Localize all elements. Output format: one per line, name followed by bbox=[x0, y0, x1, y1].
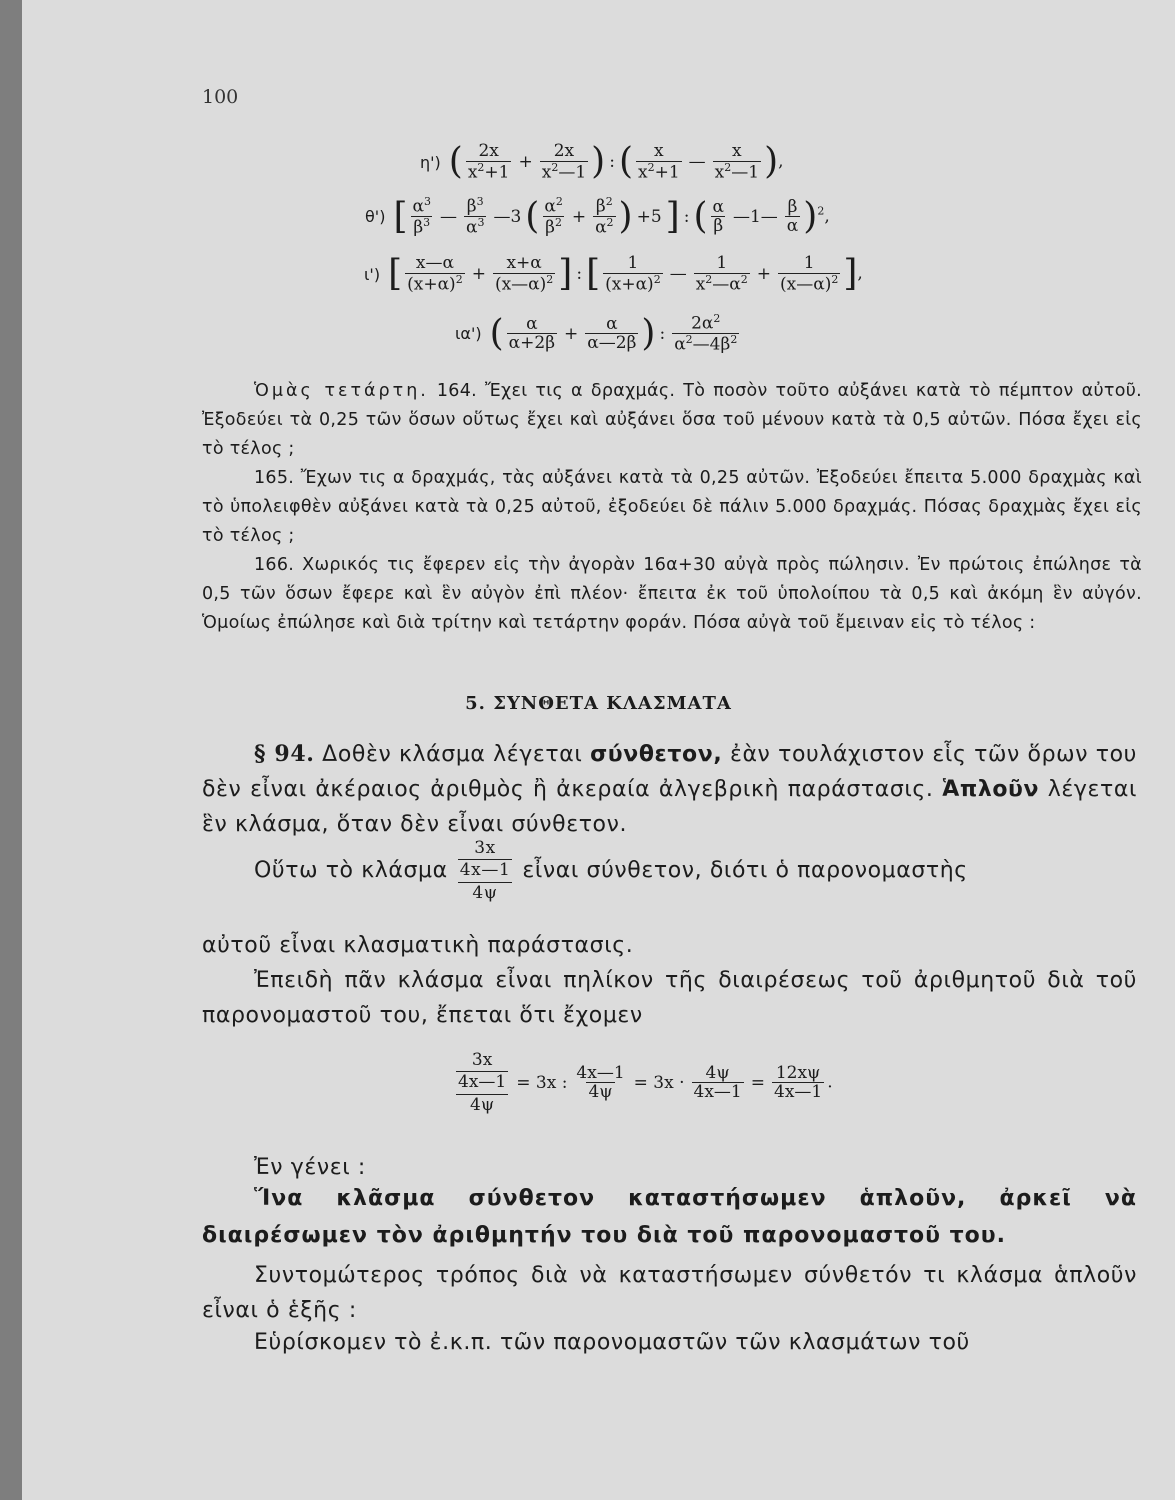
paragraph-last: Εὑρίσκομεν τὸ ἐ.κ.π. τῶν παρονομαστῶν τῶν κλασμάτων τοῦ bbox=[254, 1330, 970, 1355]
book-page bbox=[22, 0, 1175, 1500]
en-genei-label: Ἐν γένει : bbox=[254, 1155, 366, 1180]
rule-statement: Ἵνα κλᾶσμα σύνθετον καταστήσωμεν ἁπλοῦν, ἀρκεῖ νὰ διαιρέσωμεν τὸν ἀριθμητήν του διὰ τοῦ παρονομαστοῦ του. bbox=[202, 1186, 1137, 1248]
compound-fraction: 3x 4x—1 4ψ bbox=[459, 838, 511, 903]
section-heading: 5. ΣΥΝΘΕΤΑ ΚΛΑΣΜΑΤΑ bbox=[465, 693, 732, 714]
paragraph-94: § 94. Δοθὲν κλάσμα λέγεται σύνθετον, ἐὰν τουλάχιστον εἷς τῶν ὅρων του δὲν εἶναι ἀκέραιος ἀριθμὸς ἢ ἀκεραία ἀλγεβρικὴ παράστασις. Ἁπλοῦν λέγεται ἓν κλάσμα, ὅταν δὲν εἶναι σύνθετον. bbox=[202, 741, 1137, 837]
page-number: 100 bbox=[202, 86, 239, 108]
formula-iota: ι') [ $\frac{x—\alpha}{(x+\alpha)^2}$ + $\frac{x+\alpha}{(x—\alpha)^2}$ ] : [ $\frac{1}{(x+\alpha)^2}$ — $\frac{1}{x^2—\alpha^2}$ + $\frac{1}{(x—\alpha)^2}$ ], bbox=[364, 253, 863, 295]
formula-theta: θ') [ $\frac{\alpha^3}{\beta^3}$ — $\frac{\beta^3}{\alpha^3}$ —3 ( $\frac{\alpha^2}{\beta^2}$ + $\frac{\beta^2}{\alpha^2}$ ) +5 ] : ( $\frac{\alpha}{\beta}$ —1— $\frac{\beta}{\alpha}$ )$^2$, bbox=[365, 195, 830, 238]
example-line: Οὕτω τὸ κλάσμα 3x 4x—1 4ψ εἶναι σύνθετον, διότι ὁ παρονομαστὴς bbox=[254, 838, 968, 903]
example-line-2: αὐτοῦ εἶναι κλασματικὴ παράστασις. bbox=[202, 933, 634, 958]
compound-fraction-equation: 3x 4x—1 4ψ = 3x : $\frac{4x—1}{4\psi}$ = 3x · $\frac{4\psi}{4x—1}$ = $\frac{12x\psi}{4x—1}$ . bbox=[458, 1050, 833, 1115]
paragraph-since: Ἐπειδὴ πᾶν κλάσμα εἶναι πηλίκον τῆς διαιρέσεως τοῦ ἀριθμητοῦ διὰ τοῦ παρονομαστοῦ του, ἔπεται ὅτι ἔχομεν bbox=[202, 968, 1137, 1028]
problem-166: 166. Χωρικός τις ἔφερεν εἰς τὴν ἀγορὰν 16α+30 αὐγὰ πρὸς πώλησιν. Ἐν πρώτοις ἐπώλησε τὰ 0,5 τῶν ὅσων ἔφερε καὶ ἓν αὐγὸν ἐπὶ πλέον· ἔπειτα ἐκ τοῦ ὑπολοίπου τὰ 0,5 καὶ ἀκόμη ἓν αὐγόν. Ὁμοίως ἐπώλησε καὶ διὰ τρίτην καὶ τετάρτην φοράν. Πόσα αὐγὰ τοῦ ἔμειναν εἰς τὸ τέλος : bbox=[202, 555, 1142, 633]
group-heading: Ὁμὰς τετάρτη. bbox=[254, 381, 429, 401]
paragraph-short-method: Συντομώτερος τρόπος διὰ νὰ καταστήσωμεν σύνθετόν τι κλάσμα ἁπλοῦν εἶναι ὁ ἑξῆς : bbox=[202, 1263, 1137, 1323]
problem-164: Ὁμὰς τετάρτη. 164. Ἔχει τις α δραχμάς. Τὸ ποσὸν τοῦτο αὐξάνει κατὰ τὸ πέμπτον αὐτοῦ. Ἐξοδεύει τὰ 0,25 τῶν ὅσων οὕτως ἔχει καὶ αὐξάνει ὅσα τοῦ μένουν κατὰ τὰ 0,5 αὐτῶν. Πόσα ἔχει εἰς τὸ τέλος ; bbox=[202, 381, 1142, 459]
formula-ia: ια') ( $\frac{\alpha}{\alpha+2\beta}$ + $\frac{\alpha}{\alpha—2\beta}$ ) : $\frac{2\alpha^2}{\alpha^2—4\beta^2}$ bbox=[455, 312, 738, 355]
formula-eta: η') ( $\frac{2x}{x^2+1}$ + $\frac{2x}{x^2—1}$ ) : ( $\frac{x}{x^2+1}$ — $\frac{x}{x^2—1}$ ), bbox=[420, 141, 784, 183]
problem-165: 165. Ἔχων τις α δραχμάς, τὰς αὐξάνει κατὰ τὰ 0,25 αὐτῶν. Ἐξοδεύει ἔπειτα 5.000 δραχμὰς καὶ τὸ ὑπολειφθὲν αὐξάνει κατὰ τὰ 0,25 αὐτοῦ, ἐξοδεύει δὲ πάλιν 5.000 δραχμάς. Πόσας δραχμὰς ἔχει εἰς τὸ τέλος ; bbox=[202, 468, 1142, 546]
